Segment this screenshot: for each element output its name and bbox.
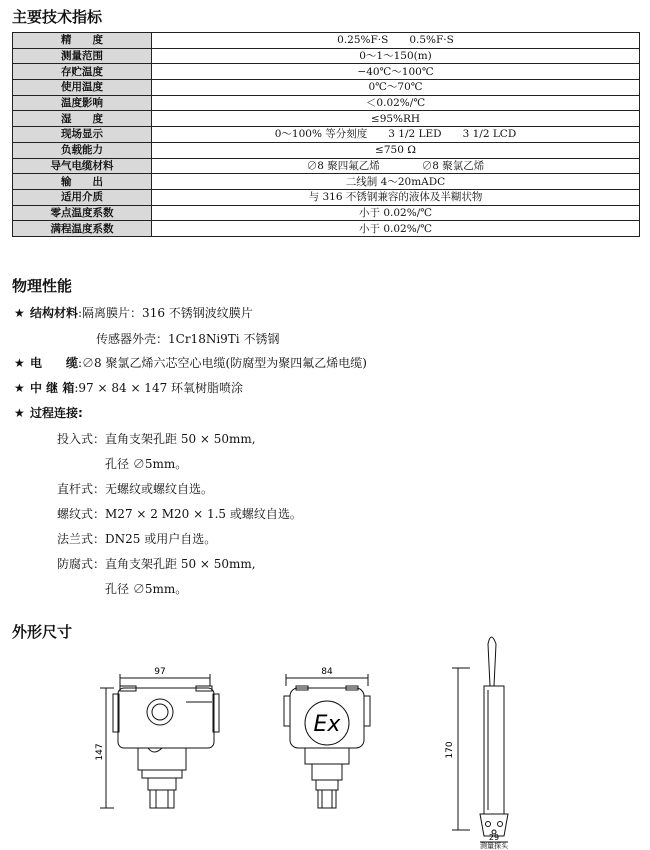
- cable-line: [30, 355, 367, 371]
- spec-row: [13, 189, 640, 205]
- structure-label: 结构材料: [30, 306, 79, 320]
- relay-box-line: [30, 380, 243, 396]
- spec-value: 0～100% 等分刻度 3 1/2 LED 3 1/2 LCD: [152, 127, 640, 143]
- conn-value: 直角支架孔距 50 × 50mm,: [105, 432, 256, 446]
- star-bullet: ★: [14, 381, 25, 395]
- conn-value: 无螺纹或螺纹自选。: [105, 482, 214, 496]
- process-connection-label: 过程连接:: [30, 406, 83, 420]
- conn-value: 孔径 ∅5mm。: [105, 457, 188, 471]
- sensor-shell: 传感器外壳：1Cr18Ni9Ti 不锈钢: [96, 332, 280, 346]
- spec-value: ＜0.02%/℃: [152, 95, 640, 111]
- conn-line: [57, 431, 256, 447]
- spec-label: 零点温度系数: [13, 205, 152, 221]
- star-bullet: ★: [14, 406, 25, 420]
- spec-label: 输 出: [13, 174, 152, 190]
- conn-line: [57, 481, 213, 497]
- star-bullet: ★: [14, 306, 25, 320]
- conn-value: 直角支架孔距 50 × 50mm,: [105, 557, 256, 571]
- spec-row: [13, 127, 640, 143]
- conn-line: [105, 456, 187, 472]
- probe-diameter-dim: 29: [488, 833, 500, 842]
- spec-row: [13, 174, 640, 190]
- conn-name: 投入式：: [57, 432, 106, 446]
- spec-row: [13, 80, 640, 96]
- probe-length-dim: 170: [445, 741, 455, 759]
- dims-section-title: 外形尺寸: [12, 623, 73, 641]
- probe-caption: 测量探头: [480, 842, 508, 850]
- conn-name: 防腐式：: [57, 557, 106, 571]
- spec-row: [13, 111, 640, 127]
- junction-box-front-drawing: [100, 674, 219, 808]
- conn-name: 法兰式：: [57, 532, 106, 546]
- conn-line: [105, 581, 187, 597]
- spec-row: [13, 205, 640, 221]
- spec-value: 小于 0.02%/℃: [152, 221, 640, 237]
- relay-box-value: :97 × 84 × 147 环氧树脂喷涂: [74, 381, 244, 395]
- conn-line: [57, 556, 256, 572]
- ex-box-width-dim: 84: [321, 667, 333, 677]
- structure-material: [30, 305, 253, 321]
- probe-drawing: [452, 637, 508, 842]
- spec-row: [13, 64, 640, 80]
- spec-value: ≤750 Ω: [152, 142, 640, 158]
- conn-name: 直杆式：: [57, 482, 106, 496]
- physical-section-title: 物理性能: [12, 277, 73, 295]
- spec-label: 测量范围: [13, 48, 152, 64]
- spec-row: [13, 142, 640, 158]
- structure-value: :隔离膜片：316 不锈钢波纹膜片: [78, 306, 253, 320]
- spec-value: 0～1～150(m): [152, 48, 640, 64]
- spec-value: 与 316 不锈钢兼容的液体及半糊状物: [152, 189, 640, 205]
- spec-value: 0.25%F·S 0.5%F·S: [152, 33, 640, 49]
- spec-table: [12, 32, 640, 237]
- cable-label: 电 缆: [30, 356, 79, 370]
- conn-value: DN25 或用户自选。: [105, 532, 217, 546]
- junction-box-side-drawing: [284, 674, 370, 808]
- cable-value: :∅8 聚氯乙烯六芯空心电缆(防腐型为聚四氟乙烯电缆): [78, 356, 367, 370]
- spec-value: ∅8 聚四氟乙烯 ∅8 聚氯乙烯: [152, 158, 640, 174]
- spec-row: [13, 48, 640, 64]
- spec-value: 二线制 4～20mADC: [152, 174, 640, 190]
- conn-line: [57, 531, 216, 547]
- spec-value: 0℃～70℃: [152, 80, 640, 96]
- spec-label: 湿 度: [13, 111, 152, 127]
- spec-value: −40℃～100℃: [152, 64, 640, 80]
- spec-label: 温度影响: [13, 95, 152, 111]
- box-width-dim: 97: [154, 667, 166, 677]
- spec-label: 满程温度系数: [13, 221, 152, 237]
- spec-row: [13, 158, 640, 174]
- spec-row: [13, 221, 640, 237]
- conn-line: [57, 506, 302, 522]
- spec-label: 导气电缆材料: [13, 158, 152, 174]
- spec-row: [13, 33, 640, 49]
- conn-value: 孔径 ∅5mm。: [105, 582, 188, 596]
- dimension-drawings: [0, 630, 650, 850]
- spec-label: 负载能力: [13, 142, 152, 158]
- spec-label: 精 度: [13, 33, 152, 49]
- spec-label: 适用介质: [13, 189, 152, 205]
- spec-label: 现场显示: [13, 127, 152, 143]
- relay-box-label: 中 继 箱: [30, 381, 75, 395]
- conn-value: M27 × 2 M20 × 1.5 或螺纹自选。: [105, 507, 302, 521]
- ex-mark: Ex: [313, 712, 341, 737]
- star-bullet: ★: [14, 356, 25, 370]
- spec-label: 使用温度: [13, 80, 152, 96]
- spec-label: 存贮温度: [13, 64, 152, 80]
- spec-value: ≤95%RH: [152, 111, 640, 127]
- spec-value: 小于 0.02%/℃: [152, 205, 640, 221]
- conn-name: 螺纹式：: [57, 507, 106, 521]
- spec-row: [13, 95, 640, 111]
- box-height-dim: 147: [95, 743, 105, 761]
- spec-section-title: 主要技术指标: [12, 8, 103, 26]
